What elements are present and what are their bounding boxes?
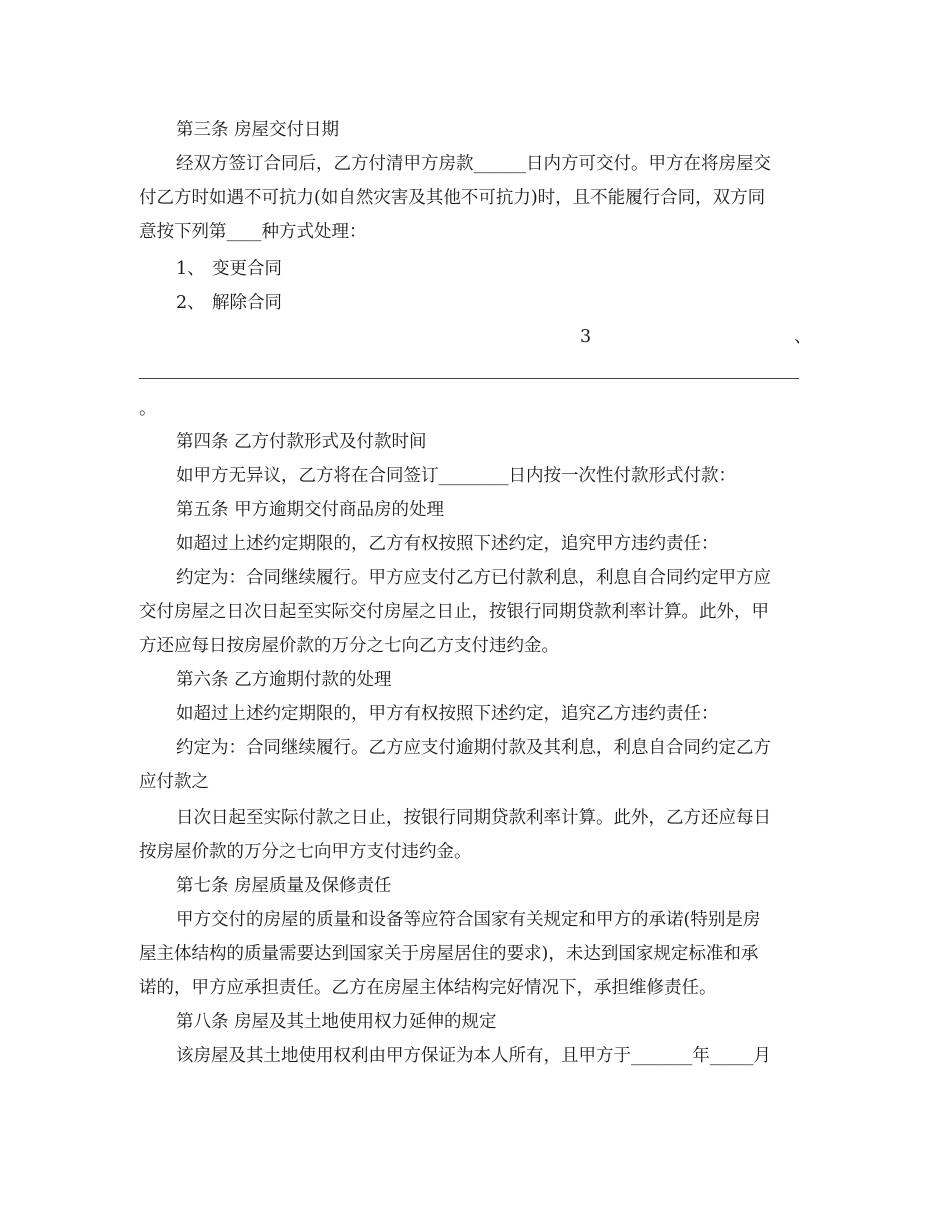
article-4-heading: 第四条 乙方付款形式及付款时间 [176,432,427,452]
list-number: 3 [580,327,592,347]
paragraph-line: 约定为：合同继续履行。乙方应支付逾期付款及其利息，利息自合同约定乙方 [176,738,771,758]
paragraph-line: 如甲方无异议，乙方将在合同签订________日内按一次性付款形式付款： [176,466,736,486]
paragraph-line: 约定为：合同继续履行。甲方应支付乙方已付款利息，利息自合同约定甲方应 [176,568,771,588]
list-text: 解除合同 [212,293,282,313]
paragraph-line: 如超过上述约定期限的，乙方有权按照下述约定，追究甲方违约责任： [176,534,719,554]
blank-underline [139,378,799,379]
paragraph-line: 经双方签订合同后，乙方付清甲方房款______日内方可交付。甲方在将房屋交 [176,154,771,174]
list-text: 变更合同 [212,259,282,279]
article-6-heading: 第六条 乙方逾期付款的处理 [176,670,392,690]
list-item [176,258,282,280]
list-number: 1、 [176,259,205,279]
paragraph-line: 甲方交付的房屋的质量和设备等应符合国家有关规定和甲方的承诺(特别是房 [176,910,761,930]
paragraph-line: 按房屋价款的万分之七向甲方支付违约金。 [139,842,472,862]
article-7-heading: 第七条 房屋质量及保修责任 [176,876,392,896]
list-mark: 、 [794,327,812,347]
paragraph-line: 意按下列第____种方式处理： [139,222,367,242]
paragraph-line: 方还应每日按房屋价款的万分之七向乙方支付违约金。 [139,636,559,656]
list-number: 2、 [176,293,205,313]
list-item [176,292,282,314]
article-3-heading: 第三条 房屋交付日期 [176,120,340,140]
paragraph-line: 付乙方时如遇不可抗力(如自然灾害及其他不可抗力)时，且不能履行合同，双方同 [139,188,766,208]
paragraph-line: 诺的，甲方应承担责任。乙方在房屋主体结构完好情况下，承担维修责任。 [139,978,717,998]
paragraph-line: 如超过上述约定期限的，甲方有权按照下述约定，追究乙方违约责任： [176,704,719,724]
paragraph-line: 应付款之 [139,772,209,792]
paragraph-line: 该房屋及其土地使用权利由甲方保证为本人所有，且甲方于_______年_____月 [176,1046,771,1066]
paragraph-line: 日次日起至实际付款之日止，按银行同期贷款利率计算。此外，乙方还应每日 [176,808,771,828]
paragraph-line: 交付房屋之日次日起至实际交付房屋之日止，按银行同期贷款利率计算。此外，甲 [139,602,769,622]
article-5-heading: 第五条 甲方逾期交付商品房的处理 [176,500,445,520]
article-8-heading: 第八条 房屋及其土地使用权力延伸的规定 [176,1012,497,1032]
paragraph-line: 屋主体结构的质量需要达到国家关于房屋居住的要求)，未达到国家规定标准和承 [139,944,759,964]
period-mark: 。 [139,399,157,419]
